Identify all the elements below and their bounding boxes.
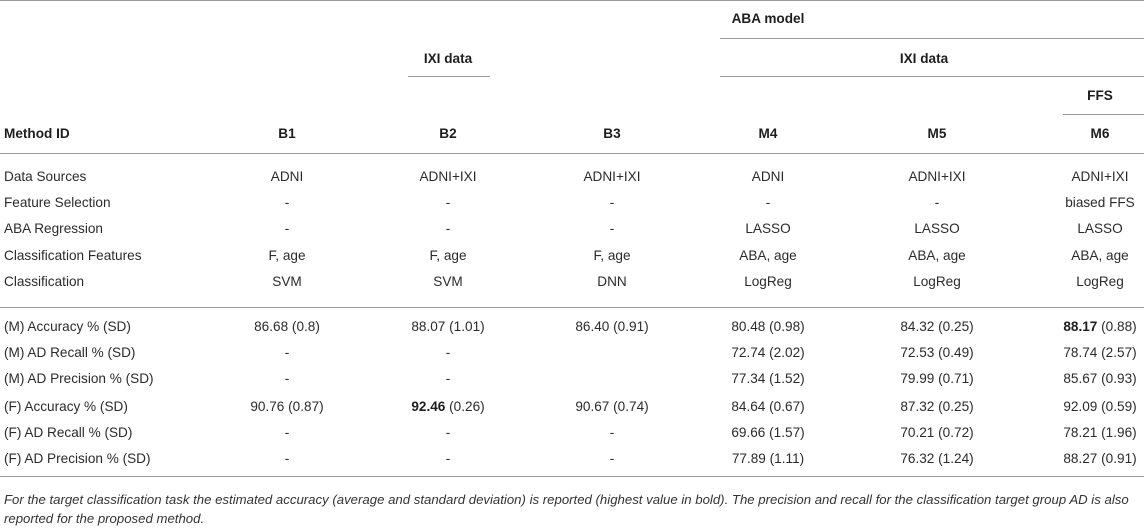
ixi-data-model-rule <box>720 76 1144 77</box>
table-cell <box>731 370 804 388</box>
cell-value: 76.32 <box>900 451 935 466</box>
table-cell <box>610 424 615 442</box>
cell-sd: (0.59) <box>1097 399 1137 414</box>
table-cell <box>900 424 973 442</box>
table-cell <box>1063 344 1136 362</box>
table-cell: - <box>765 195 771 210</box>
table-cell: - <box>445 221 451 236</box>
table-cell <box>446 450 451 468</box>
cell-value: 86.40 <box>575 319 610 334</box>
row-label: Data Sources <box>4 169 87 184</box>
table-cell: - <box>934 195 940 210</box>
header-aba-model: ABA model <box>731 11 805 26</box>
table-cell <box>446 424 451 442</box>
cell-value: - <box>284 451 290 466</box>
table-cell: SVM <box>433 274 463 289</box>
row-label: (M) AD Recall % (SD) <box>4 345 136 360</box>
table-cell <box>1063 318 1136 336</box>
cell-sd: (0.72) <box>934 425 974 440</box>
cell-sd: (1.52) <box>765 371 805 386</box>
cell-value: 70.21 <box>900 425 935 440</box>
table-cell: F, age <box>593 248 631 263</box>
table-cell <box>285 344 290 362</box>
cell-value: 79.99 <box>900 371 935 386</box>
table-footnote: For the target classification task the estimated accuracy (average and standard deviation) is reported (highest value in bold). The precision and recall for the classification target group AD is also reported for the proposed method. <box>4 492 1129 526</box>
cell-value: 84.32 <box>900 319 935 334</box>
table-cell <box>1063 450 1136 468</box>
table-cell: LogReg <box>744 274 792 289</box>
cell-sd: (0.74) <box>609 399 649 414</box>
column-header-b1: B1 <box>278 126 296 141</box>
cell-sd: (1.57) <box>765 425 805 440</box>
table-cell <box>446 370 451 388</box>
table-cell <box>900 370 973 388</box>
table-cell: F, age <box>429 248 467 263</box>
ixi-data-baseline-rule <box>408 76 490 77</box>
table-bottom-rule <box>0 476 1144 477</box>
cell-value: - <box>609 451 615 466</box>
table-cell: LASSO <box>745 221 791 236</box>
table-cell <box>732 450 804 468</box>
column-header-m4: M4 <box>758 126 778 141</box>
header-bottom-rule <box>0 153 1144 154</box>
table-cell: LASSO <box>1077 221 1123 236</box>
cell-value: 92.46 <box>411 399 446 414</box>
table-cell: ABA, age <box>739 248 797 263</box>
table-cell <box>731 424 804 442</box>
column-header-m6: M6 <box>1090 126 1110 141</box>
row-label: Feature Selection <box>4 195 111 210</box>
table-cell: LogReg <box>1076 274 1124 289</box>
cell-value: 84.64 <box>731 399 766 414</box>
table-cell <box>285 424 290 442</box>
table-cell: - <box>609 221 615 236</box>
cell-value: 78.74 <box>1063 345 1098 360</box>
cell-sd: (0.25) <box>934 319 974 334</box>
cell-value: - <box>445 371 451 386</box>
table-cell: ADNI <box>270 169 304 184</box>
cell-sd: (0.98) <box>765 319 805 334</box>
header-ffs: FFS <box>1087 88 1113 103</box>
cell-sd: (0.91) <box>609 319 649 334</box>
cell-value: 92.09 <box>1063 399 1098 414</box>
cell-value: 88.17 <box>1063 319 1098 334</box>
header-ixi-data-baseline: IXI data <box>423 51 473 66</box>
table-cell <box>1063 398 1136 416</box>
cell-sd: (1.96) <box>1097 425 1137 440</box>
row-label: (F) Accuracy % (SD) <box>4 399 128 414</box>
table-cell: - <box>445 195 451 210</box>
header-method-id: Method ID <box>4 126 70 141</box>
table-cell <box>285 370 290 388</box>
table-top-rule <box>0 0 1144 1</box>
cell-sd: (0.88) <box>1097 319 1137 334</box>
table-cell: LASSO <box>914 221 960 236</box>
cell-value: 80.48 <box>731 319 766 334</box>
table-cell: biased FFS <box>1065 195 1135 210</box>
cell-sd: (0.87) <box>284 399 324 414</box>
table-cell: ADNI+IXI <box>908 169 966 184</box>
ffs-rule <box>1063 114 1144 115</box>
table-cell: ABA, age <box>908 248 966 263</box>
table-cell <box>411 318 484 336</box>
table-cell: ADNI <box>751 169 785 184</box>
cell-sd: (0.67) <box>765 399 805 414</box>
table-cell <box>254 318 320 336</box>
cell-value: 77.34 <box>731 371 766 386</box>
cell-sd: (0.93) <box>1097 371 1137 386</box>
aba-model-rule <box>720 38 1144 39</box>
cell-value: - <box>445 425 451 440</box>
config-results-divider <box>0 307 1144 308</box>
table-cell <box>900 398 973 416</box>
header-ixi-data-model: IXI data <box>899 51 949 66</box>
cell-sd: (0.91) <box>1097 451 1137 466</box>
row-label: ABA Regression <box>4 221 103 236</box>
row-label: (M) AD Precision % (SD) <box>4 371 154 386</box>
table-cell <box>1063 424 1136 442</box>
cell-sd: (0.25) <box>934 399 974 414</box>
row-label: Classification Features <box>4 248 142 263</box>
cell-value: 88.07 <box>411 319 446 334</box>
cell-value: 72.53 <box>900 345 935 360</box>
table-cell: - <box>284 221 290 236</box>
cell-sd: (0.26) <box>445 399 485 414</box>
table-cell <box>285 450 290 468</box>
table-cell <box>446 344 451 362</box>
table-cell <box>411 398 484 416</box>
table-cell <box>1063 370 1136 388</box>
cell-sd: (0.49) <box>934 345 974 360</box>
row-label: (M) Accuracy % (SD) <box>4 319 131 334</box>
cell-value: 90.67 <box>575 399 610 414</box>
row-label: (F) AD Precision % (SD) <box>4 451 151 466</box>
cell-value: 86.68 <box>254 319 289 334</box>
table-cell: LogReg <box>913 274 961 289</box>
table-cell <box>250 398 323 416</box>
cell-value: 88.27 <box>1063 451 1098 466</box>
cell-sd: (1.01) <box>445 319 485 334</box>
row-label: (F) AD Recall % (SD) <box>4 425 133 440</box>
cell-value: - <box>609 425 615 440</box>
table-cell: DNN <box>597 274 627 289</box>
cell-value: - <box>445 345 451 360</box>
cell-value: 69.66 <box>731 425 766 440</box>
column-header-m5: M5 <box>927 126 947 141</box>
cell-value: - <box>284 345 290 360</box>
table-cell: ADNI+IXI <box>419 169 477 184</box>
table-cell <box>900 344 973 362</box>
cell-value: 90.76 <box>250 399 285 414</box>
table-cell <box>575 318 648 336</box>
table-cell: - <box>284 195 290 210</box>
cell-sd: (1.24) <box>934 451 974 466</box>
table-cell <box>575 398 648 416</box>
table-cell: ADNI+IXI <box>583 169 641 184</box>
cell-value: 87.32 <box>900 399 935 414</box>
table-cell: ADNI+IXI <box>1071 169 1129 184</box>
table-cell <box>610 450 615 468</box>
table-cell <box>900 450 973 468</box>
row-label: Classification <box>4 274 85 289</box>
table-cell <box>731 318 804 336</box>
table-cell <box>900 318 973 336</box>
cell-value: 72.74 <box>731 345 766 360</box>
table-cell: ABA, age <box>1071 248 1129 263</box>
column-header-b2: B2 <box>439 126 457 141</box>
cell-sd: (0.71) <box>934 371 974 386</box>
cell-sd: (2.57) <box>1097 345 1137 360</box>
cell-value: 78.21 <box>1063 425 1098 440</box>
cell-value: 77.89 <box>731 451 766 466</box>
table-cell <box>731 398 804 416</box>
cell-sd: (1.11) <box>765 451 805 466</box>
cell-value: - <box>284 425 290 440</box>
cell-value: - <box>445 451 451 466</box>
cell-sd: (2.02) <box>765 345 805 360</box>
table-cell: - <box>609 195 615 210</box>
cell-value: 85.67 <box>1063 371 1098 386</box>
cell-sd: (0.8) <box>288 319 320 334</box>
cell-value: - <box>284 371 290 386</box>
table-cell: F, age <box>268 248 306 263</box>
column-header-b3: B3 <box>603 126 621 141</box>
table-cell <box>731 344 804 362</box>
table-cell: SVM <box>272 274 302 289</box>
